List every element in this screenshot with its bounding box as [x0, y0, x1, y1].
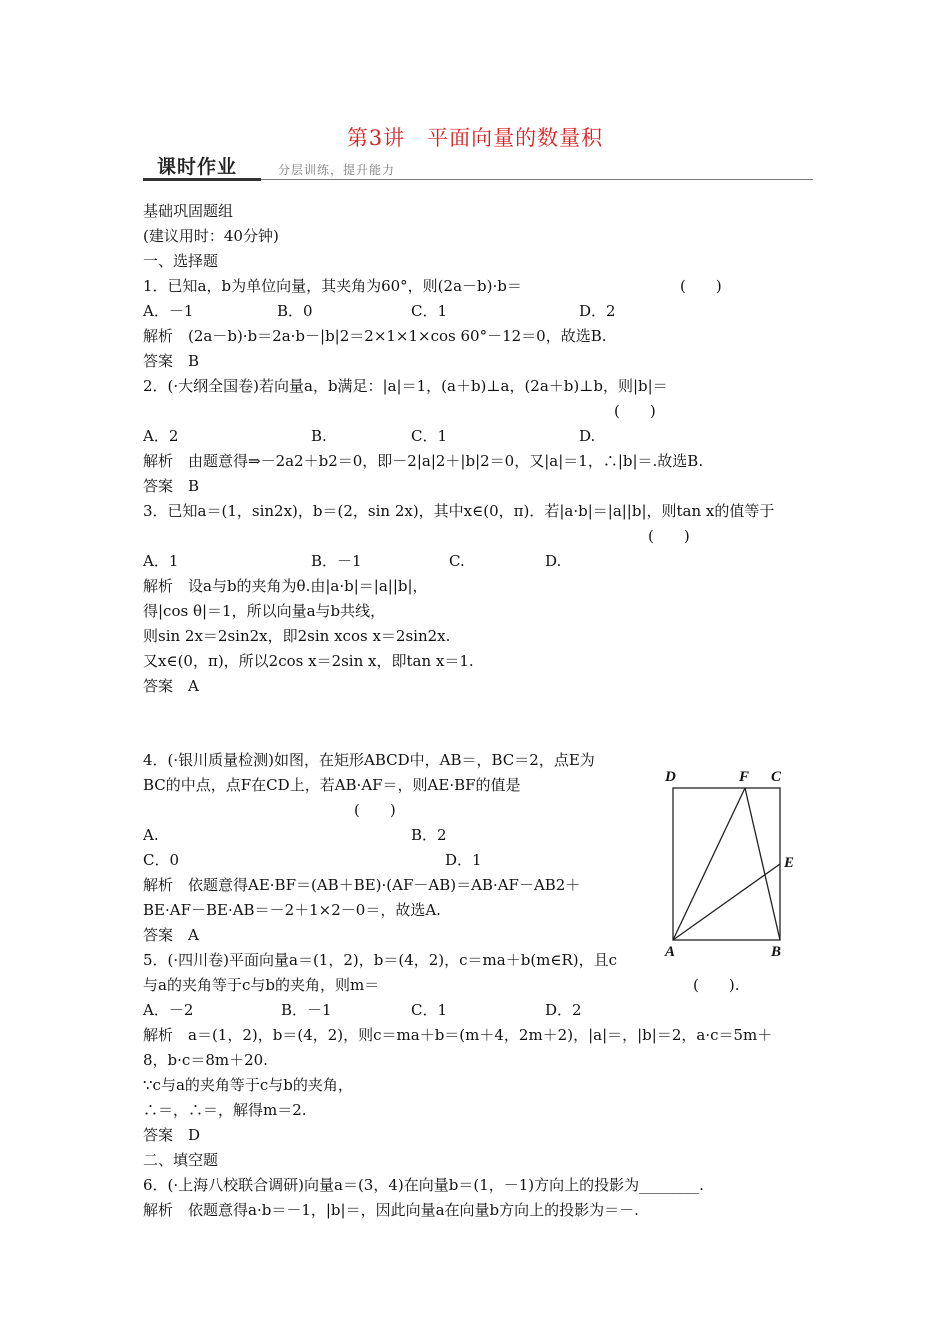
option-b: B．－1 [281, 1001, 332, 1019]
label-f: F [739, 769, 750, 785]
label-e: E [784, 855, 795, 871]
label-c: C [771, 769, 782, 785]
segment-fb [745, 788, 780, 940]
question-4-answer: 答案 A [143, 926, 199, 944]
question-4-analysis: 解析 依题意得AE·BF＝(AB＋BE)·(AF－AB)＝AB·AF－AB2＋ [143, 876, 581, 894]
option-b: B．0 [277, 302, 313, 320]
option-c: C．1 [411, 427, 448, 445]
answer-parentheses: ( ) [354, 801, 396, 819]
label-b: B [771, 944, 782, 960]
banner-title: 课时作业 [157, 156, 238, 178]
option-b: B. [311, 427, 327, 445]
option-c: C．0 [143, 851, 180, 869]
rectangle-abcd [673, 788, 780, 940]
label-a: A [665, 944, 676, 960]
banner [143, 152, 813, 184]
question-5-stem-cont: 与a的夹角等于c与b的夹角，则m＝ [143, 976, 380, 994]
question-5-analysis: 解析 a＝(1，2)，b＝(4，2)，则c＝ma＋b＝(m＋4，2m＋2)，|a|＝，|b|＝2，a·c＝5m＋ [143, 1026, 773, 1044]
question-5-options [143, 1000, 743, 1020]
option-b: B．2 [411, 826, 447, 844]
option-a: A．2 [143, 427, 179, 445]
banner-divider [261, 179, 813, 180]
question-3-analysis-line: 则sin 2x＝2sin2x，即2sin xcos x＝2sin2x. [143, 627, 451, 645]
page-title: 第3讲 平面向量的数量积 [346, 126, 604, 150]
rectangle-figure [660, 763, 805, 963]
answer-parentheses: ( ) [648, 527, 690, 545]
question-3-answer: 答案 A [143, 677, 199, 695]
question-2-analysis: 解析 由题意得⇒－2a2＋b2＝0，即－2|a|2＋|b|2＝0，又|a|＝1，∴|b|＝.故选B. [143, 452, 704, 470]
question-1-options [143, 301, 743, 321]
question-3-analysis-line: 得|cos θ|＝1，所以向量a与b共线， [143, 602, 386, 620]
option-c: C．1 [411, 1001, 448, 1019]
option-d: D. [579, 427, 596, 445]
question-6-stem: 6．(·上海八校联合调研)向量a＝(3，4)在向量b＝(1，－1)方向上的投影为________. [143, 1176, 704, 1194]
option-d: D．2 [545, 1001, 582, 1019]
question-5-analysis-cont: ∵c与a的夹角等于c与b的夹角， [143, 1076, 353, 1094]
banner-subtitle: 分层训练，提升能力 [278, 163, 396, 177]
option-c: C. [449, 552, 465, 570]
question-1-answer: 答案 B [143, 352, 200, 370]
option-a: A. [143, 826, 159, 844]
answer-parentheses: ( ). [693, 976, 740, 994]
question-3-stem: 3．已知a＝(1，sin2x)，b＝(2，sin 2x)，其中x∈(0，π)．若|a·b|＝|a||b|，则tan x的值等于 [143, 502, 775, 520]
segment-ae [673, 864, 780, 940]
question-5-analysis-cont: ∴＝，∴＝，解得m＝2. [143, 1101, 307, 1119]
question-3-options [143, 551, 743, 571]
question-2-options [143, 426, 743, 446]
option-d: D. [545, 552, 562, 570]
question-3-analysis-line: 解析 设a与b的夹角为θ.由|a·b|＝|a||b|， [143, 577, 428, 595]
option-a: A．1 [143, 552, 179, 570]
option-c: C．1 [411, 302, 448, 320]
answer-parentheses: ( ) [680, 277, 722, 295]
question-1-analysis: 解析 (2a－b)·b＝2a·b－|b|2＝2×1×1×cos 60°－12＝0，故选B. [143, 327, 607, 345]
question-4-options-row-2 [143, 850, 643, 870]
question-6-analysis: 解析 依题意得a·b＝－1，|b|＝，因此向量a在向量b方向上的投影为＝－. [143, 1201, 639, 1219]
question-3-analysis-line: 又x∈(0，π)，所以2cos x＝2sin x，即tan x＝1. [143, 652, 474, 670]
group-heading: 基础巩固题组 [143, 202, 234, 220]
question-4-options-row-1 [143, 825, 643, 845]
option-a: A．－2 [143, 1001, 194, 1019]
option-d: D．2 [579, 302, 616, 320]
question-2-answer: 答案 B [143, 477, 200, 495]
question-2-stem: 2．(·大纲全国卷)若向量a，b满足：|a|＝1，(a＋b)⊥a，(2a＋b)⊥b，则|b|＝ [143, 377, 668, 395]
question-4-stem-cont: BC的中点，点F在CD上，若AB·AF＝，则AE·BF的值是 [143, 776, 521, 794]
question-4-stem: 4．(·银川质量检测)如图，在矩形ABCD中，AB＝，BC＝2，点E为 [143, 751, 595, 769]
banner-rule [143, 178, 261, 181]
option-a: A．－1 [143, 302, 194, 320]
question-5-stem: 5．(·四川卷)平面向量a＝(1，2)，b＝(4，2)，c＝ma＋b(m∈R)，且c [143, 951, 618, 969]
question-1-stem: 1．已知a，b为单位向量，其夹角为60°，则(2a－b)·b＝ [143, 277, 522, 295]
section-heading: 一、选择题 [143, 252, 219, 270]
time-note: (建议用时：40分钟) [143, 227, 279, 245]
label-d: D [665, 769, 676, 785]
option-d: D．1 [445, 851, 482, 869]
answer-parentheses: ( ) [614, 402, 656, 420]
question-4-analysis-cont: BE·AF－BE·AB＝－2＋1×2－0＝，故选A. [143, 901, 441, 919]
option-b: B．－1 [311, 552, 362, 570]
question-5-answer: 答案 D [143, 1126, 201, 1144]
segment-af [673, 788, 745, 940]
section-heading: 二、填空题 [143, 1151, 219, 1169]
question-5-analysis-cont: 8，b·c＝8m＋20. [143, 1051, 268, 1069]
